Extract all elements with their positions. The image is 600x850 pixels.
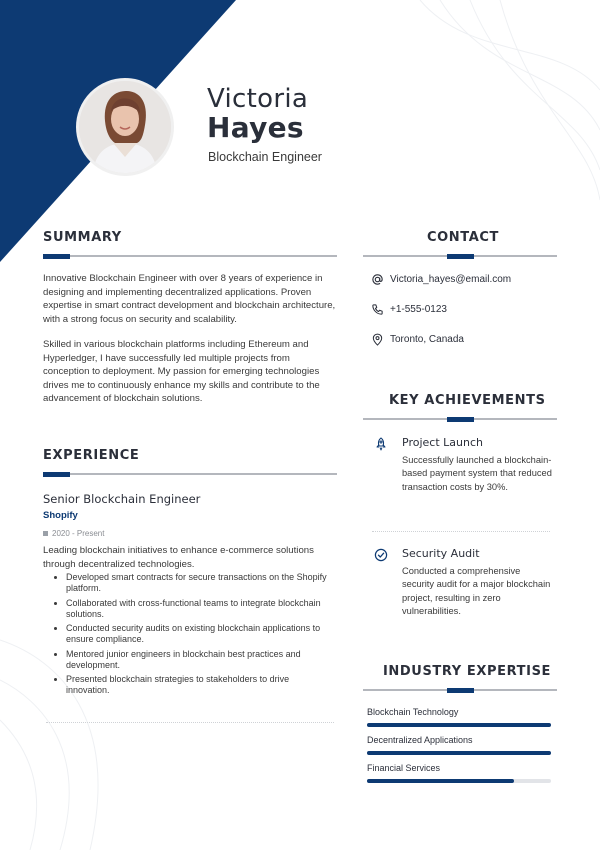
skill-bar-fill [367, 751, 551, 755]
skill-bar-3 [367, 779, 551, 783]
check-circle-icon [374, 548, 388, 562]
summary-rule [43, 255, 337, 257]
contact-phone[interactable] [371, 303, 447, 316]
skill-bar-fill [367, 723, 551, 727]
achievements-rule-accent [447, 417, 474, 422]
contact-email-text: Victoria_hayes@email.com [390, 274, 512, 285]
profile-photo [79, 81, 171, 173]
summary-paragraph-2: Skilled in various blockchain platforms including Ethereum and Hyperledger, I have successfully led multiple projects from conception to deployment. My passion for emerging technologies drives me to continuously enhance my skills and contribute to the advancement of blockchain solutions. [43, 339, 320, 405]
list-item: Collaborated with cross-functional teams to integrate blockchain solutions. [54, 598, 334, 620]
summary-paragraph-1: Innovative Blockchain Engineer with over 8 years of experience in designing and implementing decentralized applications. Proven expertise in smart contract development and blockchain architecture, with a strong focus on security and scalability. [43, 273, 336, 325]
job-dates-text: 2020 - Present [52, 529, 105, 538]
list-item: Mentored junior engineers in blockchain best practices and development. [54, 649, 334, 671]
skill-label-1: Blockchain Technology [367, 707, 459, 717]
experience-rule-accent [43, 472, 70, 477]
list-item: Presented blockchain strategies to stakeholders to drive innovation. [54, 674, 334, 696]
job-dates [43, 529, 104, 538]
phone-icon [371, 303, 384, 316]
rocket-icon [374, 437, 388, 451]
skill-bar-2 [367, 751, 551, 755]
summary-rule-accent [43, 254, 70, 259]
at-icon [371, 273, 384, 286]
achievement-desc-2: Conducted a comprehensive security audit for a major blockchain project, resulting in zero vulnerabilities. [402, 566, 551, 616]
experience-divider [46, 722, 334, 723]
job-title: Blockchain Engineer [208, 150, 322, 164]
contact-phone-text: +1-555-0123 [390, 304, 447, 315]
summary-title: SUMMARY [43, 230, 122, 245]
experience-rule [43, 473, 337, 475]
job-bullets [54, 572, 334, 700]
skill-bar-fill [367, 779, 514, 783]
last-name: Hayes [207, 111, 304, 144]
first-name: Victoria [207, 84, 309, 114]
achievements-title: KEY ACHIEVEMENTS [389, 393, 546, 408]
contact-email[interactable] [371, 273, 511, 286]
expertise-title: INDUSTRY EXPERTISE [383, 664, 552, 679]
company-name: Shopify [43, 510, 78, 521]
contact-rule-accent [447, 254, 474, 259]
list-item: Developed smart contracts for secure transactions on the Shopify platform. [54, 572, 334, 594]
job-description: Leading blockchain initiatives to enhance e-commerce solutions through decentralized technologies. [43, 545, 314, 570]
skill-bar-1 [367, 723, 551, 727]
job-role: Senior Blockchain Engineer [43, 492, 201, 506]
achievement-desc-1: Successfully launched a blockchain-based payment system that reduced transaction costs by 30%. [402, 455, 552, 492]
achievement-divider [372, 531, 550, 532]
skill-label-3: Financial Services [367, 763, 441, 773]
avatar [76, 78, 174, 176]
date-marker-icon [43, 531, 48, 536]
list-item: Conducted security audits on existing blockchain applications to ensure compliance. [54, 623, 334, 645]
contact-location [371, 333, 464, 346]
location-pin-icon [371, 333, 384, 346]
achievement-title-1: Project Launch [402, 436, 483, 449]
experience-title: EXPERIENCE [43, 448, 140, 463]
skill-label-2: Decentralized Applications [367, 735, 473, 745]
achievement-title-2: Security Audit [402, 547, 480, 560]
contact-location-text: Toronto, Canada [390, 334, 464, 345]
contact-title: CONTACT [427, 230, 499, 245]
expertise-rule-accent [447, 688, 474, 693]
